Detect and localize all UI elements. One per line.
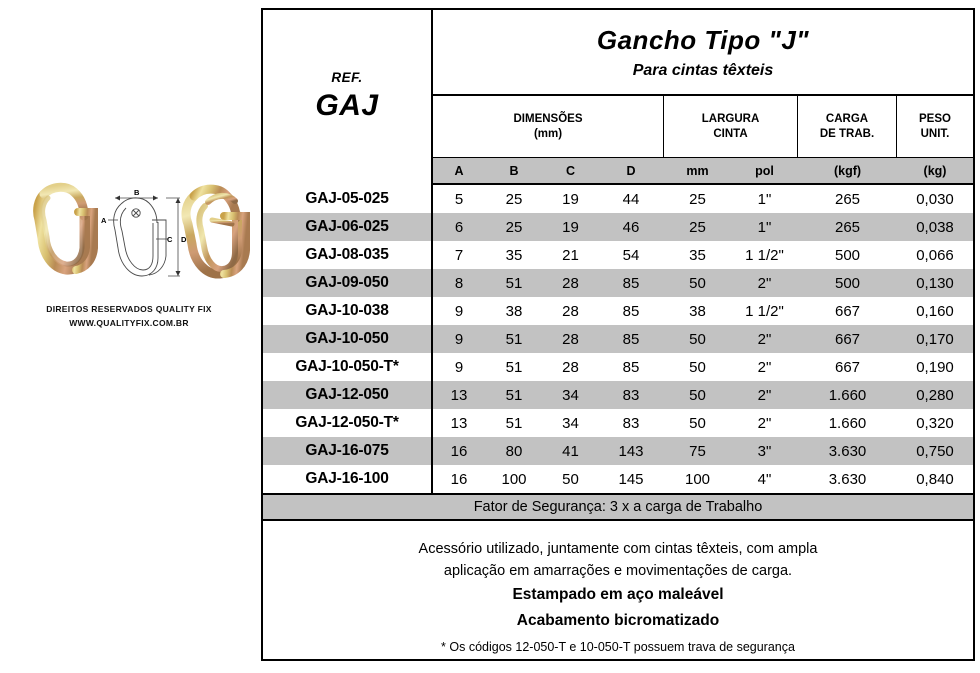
- column-header-kg: (kg): [923, 163, 947, 178]
- cell-d: 85: [622, 274, 640, 292]
- cell-pol: 1": [757, 190, 772, 208]
- svg-text:D: D: [181, 235, 187, 244]
- cell-a: 16: [450, 442, 468, 460]
- description-line-2: aplicação em amarrações e movimentações de carga.: [443, 563, 793, 579]
- cell-pol: 3": [757, 442, 772, 460]
- group-header-carga-trabalho: [798, 96, 897, 157]
- cell-mm: 50: [689, 414, 706, 432]
- cell-pol: 2": [757, 274, 772, 292]
- cell-kgf: 1.660: [828, 414, 867, 432]
- group-header-dimensoes: [433, 96, 664, 157]
- cell-ref: GAJ-05-025: [263, 185, 433, 213]
- column-header-pol: pol: [755, 163, 774, 178]
- column-header-kgf: (kgf): [833, 163, 862, 178]
- cell-d: 44: [622, 190, 640, 208]
- column-header-d: D: [626, 163, 636, 178]
- group-header-peso-line1: PESO: [919, 112, 951, 125]
- cell-d: 85: [622, 302, 640, 320]
- cell-b: 38: [505, 302, 523, 320]
- cell-mm: 25: [689, 190, 706, 208]
- description-line-1: Acessório utilizado, juntamente com cintas têxteis, com ampla: [418, 541, 818, 557]
- group-header-carga-line2: DE TRAB.: [819, 127, 875, 140]
- cell-d: 143: [618, 442, 644, 460]
- cell-c: 19: [562, 218, 579, 236]
- cell-pol: 1": [757, 218, 772, 236]
- cell-kgf: 500: [834, 246, 861, 264]
- cell-kg: 0,130: [916, 274, 954, 292]
- group-header-carga-line1: CARGA: [825, 112, 869, 125]
- cell-d: 83: [622, 414, 640, 432]
- table-row: [263, 241, 973, 269]
- svg-text:A: A: [101, 216, 107, 225]
- cell-kg: 0,280: [916, 386, 954, 404]
- cell-d: 85: [622, 330, 640, 348]
- cell-ref: GAJ-08-035: [263, 241, 433, 269]
- group-header-peso-line2: UNIT.: [920, 127, 950, 140]
- cell-mm: 35: [689, 246, 706, 264]
- column-group-header-row: [433, 96, 973, 158]
- cell-b: 25: [505, 218, 523, 236]
- cell-b: 51: [505, 330, 523, 348]
- cell-pol: 1 1/2": [745, 246, 784, 264]
- page-title: Gancho Tipo "J": [596, 24, 810, 55]
- cell-kg: 0,066: [916, 246, 954, 264]
- title-cell: [433, 10, 973, 96]
- cell-mm: 50: [689, 386, 706, 404]
- cell-pol: 2": [757, 386, 772, 404]
- cell-kg: 0,170: [916, 330, 954, 348]
- cell-a: 9: [454, 358, 464, 376]
- cell-kgf: 265: [834, 218, 861, 236]
- cell-c: 28: [562, 358, 579, 376]
- cell-ref: GAJ-06-025: [263, 213, 433, 241]
- cell-d: 46: [622, 218, 640, 236]
- cell-ref: GAJ-10-050: [263, 325, 433, 353]
- reference-label: REF.: [331, 70, 363, 85]
- cell-kgf: 265: [834, 190, 861, 208]
- cell-c: 28: [562, 330, 579, 348]
- column-header-c: C: [565, 163, 576, 178]
- cell-mm: 50: [689, 330, 706, 348]
- cell-ref: GAJ-10-038: [263, 297, 433, 325]
- cell-mm: 25: [689, 218, 706, 236]
- cell-kgf: 667: [834, 302, 861, 320]
- cell-pol: 1 1/2": [745, 302, 784, 320]
- cell-a: 7: [454, 246, 464, 264]
- column-header-a: A: [454, 163, 464, 178]
- cell-pol: 2": [757, 330, 772, 348]
- column-unit-header-row: [433, 158, 973, 185]
- cell-a: 8: [454, 274, 464, 292]
- cell-ref: GAJ-16-100: [263, 465, 433, 493]
- cell-kgf: 1.660: [828, 386, 867, 404]
- j-hook-illustration: [8, 176, 252, 288]
- cell-c: 41: [562, 442, 579, 460]
- reference-cell: [263, 10, 433, 185]
- copyright-line-1: DIREITOS RESERVADOS QUALITY FIX: [46, 304, 212, 314]
- cell-ref: GAJ-12-050: [263, 381, 433, 409]
- cell-kg: 0,030: [916, 190, 954, 208]
- group-header-largura-line2: CINTA: [713, 127, 748, 140]
- table-row: [263, 269, 973, 297]
- svg-text:C: C: [167, 235, 173, 244]
- cell-a: 6: [454, 218, 464, 236]
- cell-c: 21: [562, 246, 579, 264]
- cell-ref: GAJ-09-050: [263, 269, 433, 297]
- cell-b: 51: [505, 274, 523, 292]
- cell-d: 83: [622, 386, 640, 404]
- cell-kgf: 3.630: [828, 442, 867, 460]
- cell-ref: GAJ-10-050-T*: [263, 353, 433, 381]
- cell-ref: GAJ-12-050-T*: [263, 409, 433, 437]
- cell-kgf: 500: [834, 274, 861, 292]
- hook-left: [38, 187, 94, 270]
- cell-b: 35: [505, 246, 523, 264]
- cell-kg: 0,190: [916, 358, 954, 376]
- cell-b: 80: [505, 442, 523, 460]
- cell-a: 13: [450, 414, 468, 432]
- hook-right: [186, 189, 246, 274]
- description-material: Estampado em aço maleável: [512, 586, 724, 603]
- table-row: [263, 297, 973, 325]
- group-header-largura-cinta: [664, 96, 798, 157]
- cell-kgf: 3.630: [828, 470, 867, 488]
- cell-b: 51: [505, 414, 523, 432]
- cell-c: 28: [562, 302, 579, 320]
- reference-code: GAJ: [315, 89, 379, 122]
- cell-kgf: 667: [834, 358, 861, 376]
- cell-a: 13: [450, 386, 468, 404]
- cell-pol: 4": [757, 470, 772, 488]
- cell-c: 34: [562, 414, 579, 432]
- cell-c: 50: [562, 470, 579, 488]
- cell-a: 5: [454, 190, 464, 208]
- cell-kg: 0,160: [916, 302, 954, 320]
- table-row: [263, 213, 973, 241]
- cell-mm: 38: [689, 302, 706, 320]
- cell-d: 85: [622, 358, 640, 376]
- description-finish: Acabamento bicromatizado: [516, 612, 720, 629]
- table-row: [263, 437, 973, 465]
- product-photo: [8, 176, 252, 288]
- cell-b: 51: [505, 358, 523, 376]
- group-header-dimensoes-line1: DIMENSÕES: [513, 112, 583, 125]
- svg-text:B: B: [134, 188, 140, 197]
- cell-mm: 75: [689, 442, 706, 460]
- copyright-line-2: WWW.QUALITYFIX.COM.BR: [69, 318, 189, 328]
- safety-factor-bar: Fator de Segurança: 3 x a carga de Trabalho: [263, 493, 973, 521]
- table-body: [263, 185, 973, 493]
- table-row: [263, 325, 973, 353]
- cell-mm: 50: [689, 274, 706, 292]
- group-header-dimensoes-line2: (mm): [533, 127, 563, 140]
- cell-mm: 100: [684, 470, 711, 488]
- cell-d: 54: [622, 246, 640, 264]
- cell-a: 9: [454, 302, 464, 320]
- column-header-b: B: [509, 163, 519, 178]
- specification-table: [261, 8, 975, 661]
- cell-b: 51: [505, 386, 523, 404]
- column-header-mm: mm: [686, 163, 709, 178]
- cell-kg: 0,320: [916, 414, 954, 432]
- cell-pol: 2": [757, 414, 772, 432]
- copyright-block: [0, 302, 258, 330]
- group-header-peso-unitario: [897, 96, 973, 157]
- cell-a: 9: [454, 330, 464, 348]
- table-row: [263, 465, 973, 493]
- cell-mm: 50: [689, 358, 706, 376]
- cell-kg: 0,038: [916, 218, 954, 236]
- left-illustration-panel: [0, 0, 258, 673]
- description-footnote: * Os códigos 12-050-T e 10-050-T possuem trava de segurança: [441, 640, 795, 654]
- cell-c: 28: [562, 274, 579, 292]
- cell-kgf: 667: [834, 330, 861, 348]
- description-block: [263, 521, 973, 659]
- cell-d: 145: [618, 470, 644, 488]
- group-header-largura-line1: LARGURA: [701, 112, 760, 125]
- page-subtitle: Para cintas têxteis: [632, 61, 774, 79]
- cell-c: 34: [562, 386, 579, 404]
- cell-pol: 2": [757, 358, 772, 376]
- table-row: [263, 381, 973, 409]
- table-row: [263, 353, 973, 381]
- cell-ref: GAJ-16-075: [263, 437, 433, 465]
- cell-kg: 0,840: [916, 470, 954, 488]
- cell-b: 25: [505, 190, 523, 208]
- table-row: [263, 185, 973, 213]
- cell-a: 16: [450, 470, 468, 488]
- cell-b: 100: [501, 470, 527, 488]
- table-row: [263, 409, 973, 437]
- cell-kg: 0,750: [916, 442, 954, 460]
- cell-c: 19: [562, 190, 579, 208]
